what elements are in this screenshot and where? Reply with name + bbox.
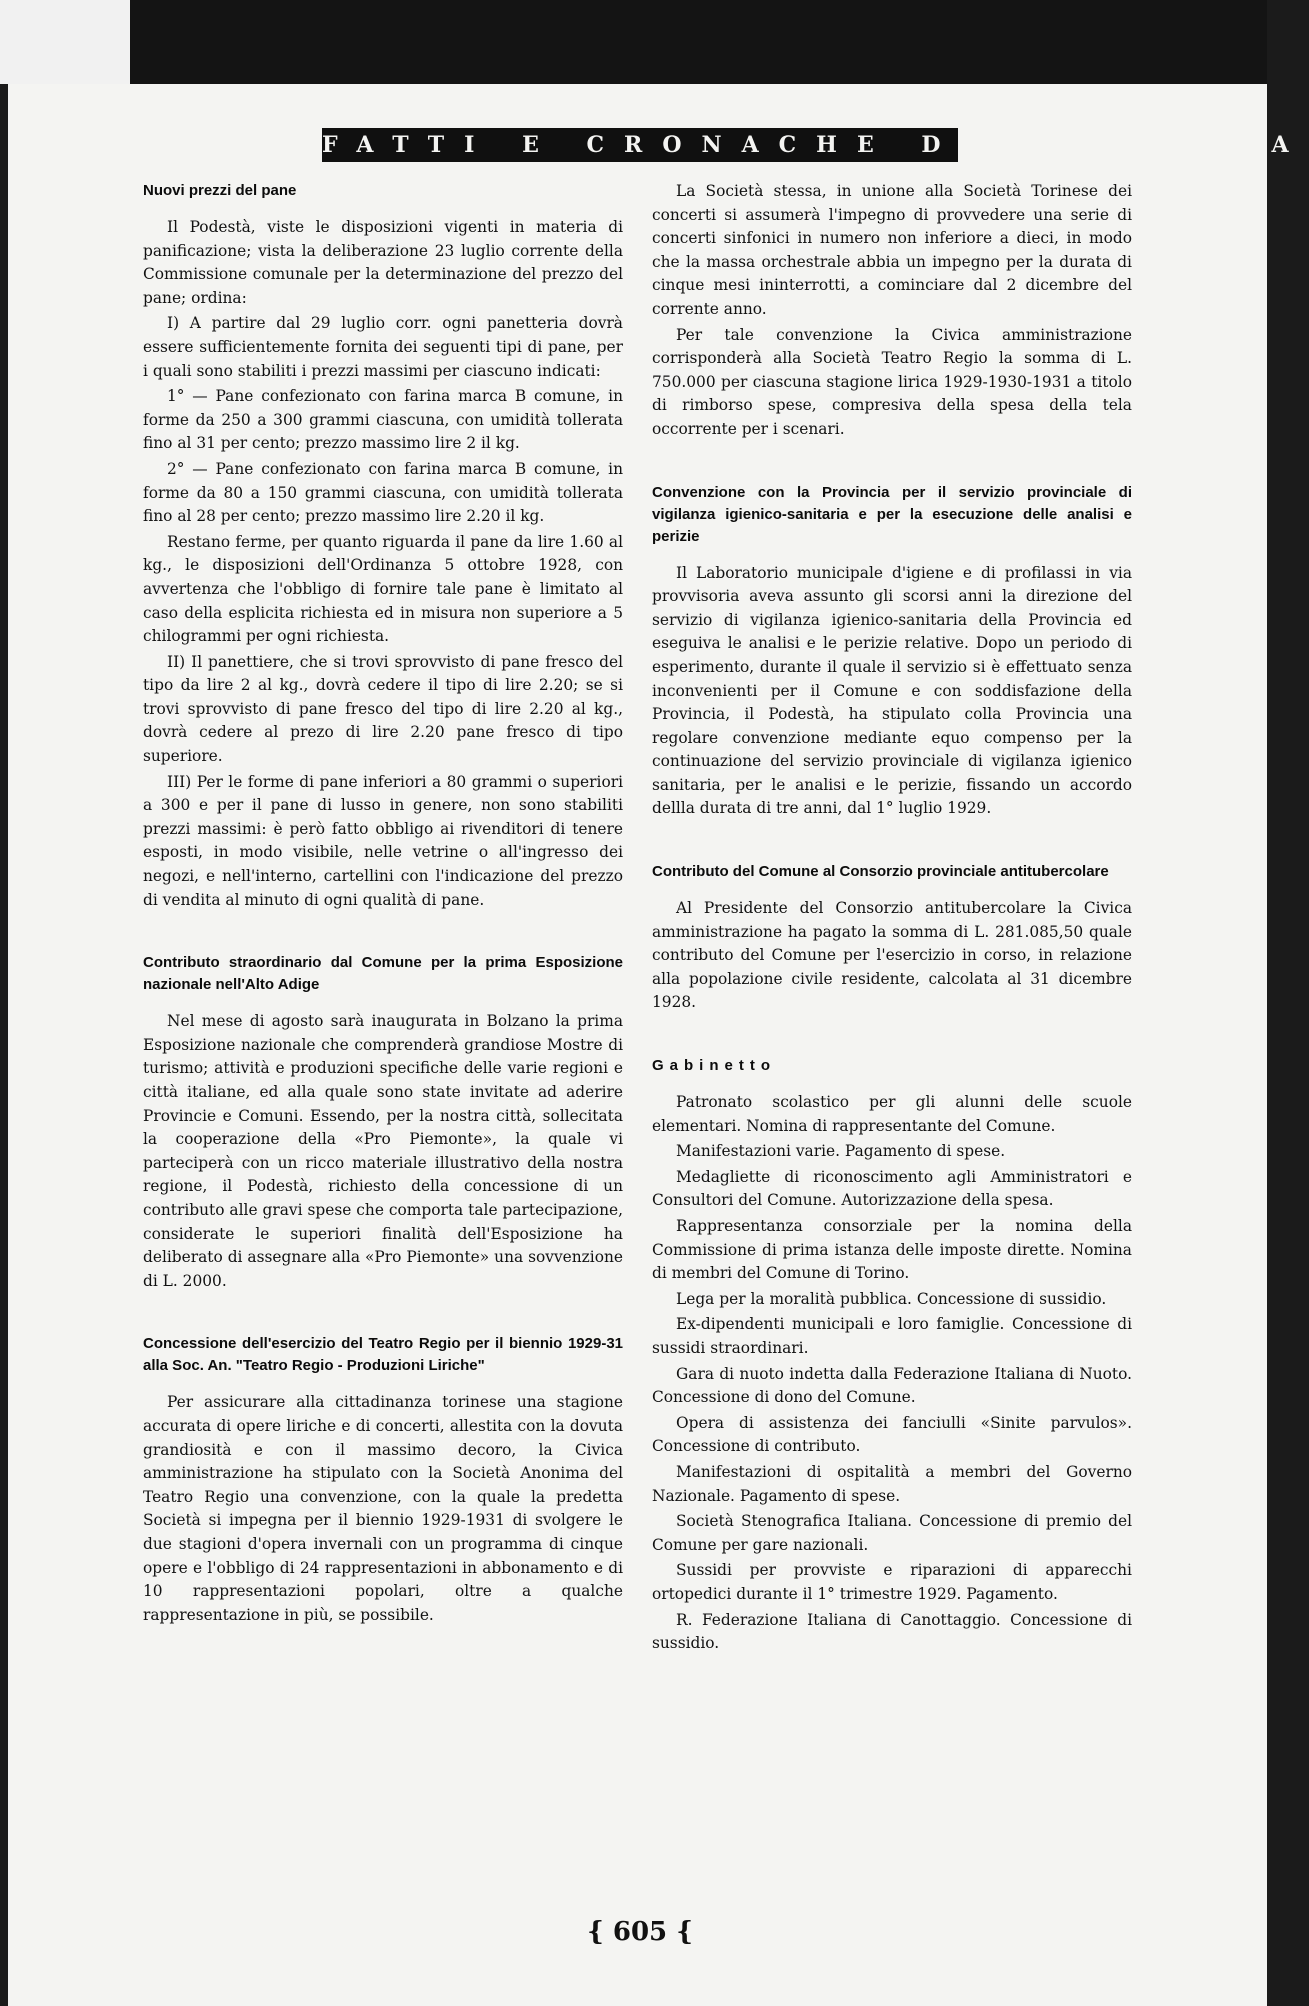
page-number: [560, 1917, 720, 1947]
section-title-teatro-regio: Concessione dell'esercizio del Teatro Regio per il biennio 1929-31 alla Soc. An. "Teatro Regio - Produzioni Liriche": [143, 1335, 623, 1375]
paragraph: Il Laboratorio municipale d'igiene e di profilassi in via provvisoria aveva assunto gli scorsi anni la direzione del servizio di vigilanza igienico-sanitaria della Provincia ed eseguiva le analisi e le perizie relative. Dopo un periodo di esperimento, durante il quale il servizio si è effettuato senza inconvenienti per il Comune e con soddisfazione della Provincia, il Podestà, ha stipulato colla Provincia una regolare convenzione mediante equo compenso per la continuazione del servizio provinciale di vigilanza igienico sanitaria, per le analisi e le perizie, fissando un accordo dellla durata di tre anni, dal 1° luglio 1929.: [652, 563, 1132, 818]
list-item: Opera di assistenza dei fanciulli «Sinite parvulos». Concessione di contributo.: [652, 1413, 1132, 1456]
section-title-provincial-hygiene: Convenzione con la Provincia per il servizio provinciale di vigilanza igienico-sanitaria e per la esecuzione delle analisi e perizie: [652, 483, 1132, 545]
list-item: Società Stenografica Italiana. Concessione di premio del Comune per gare nazionali.: [652, 1512, 1132, 1554]
paragraph: Restano ferme, per quanto riguarda il pane da lire 1.60 al kg., le disposizioni dell'Ordinanza 5 ottobre 1928, con avvertenza che l'obbligo di fornire tale pane è limitato al caso della esplicita richiesta ed in misura non superiore a 5 chilogrammi per ogni richiesta.: [143, 532, 623, 646]
paragraph: I) A partire dal 29 luglio corr. ogni panetteria dovrà essere sufficientemente fornita dei seguenti tipi di pane, per i quali sono stabiliti i prezzi massimi per ciascuno indicati:: [143, 314, 623, 380]
left-column: [143, 180, 623, 1629]
section-title-bread-prices: Nuovi prezzi del pane: [143, 182, 297, 199]
list-item: Gara di nuoto indetta dalla Federazione Italiana di Nuoto. Concessione di dono del Comune.: [652, 1364, 1132, 1407]
paragraph: Nel mese di agosto sarà inaugurata in Bolzano la prima Esposizione nazionale che comprenderà grandiose Mostre di turismo; attività e produzioni specifiche delle varie regioni e città italiane, ed alla quale sono state invitate ad aderire Provincie e Comuni. Essendo, per la nostra città, sollecitata la cooperazione della «Pro Piemonte», la quale vi parteciperà con un ricco materiale illustrativo della nostra regione, il Podestà, richiesto della concessione di un contributo alle gravi spese che comporta tale partecipazione, considerate le superiori finalità dell'Esposizione ha deliberato di assegnare alla «Pro Piemonte» una sovvenzione di L. 2000.: [143, 1012, 623, 1290]
list-item: Sussidi per provviste e riparazioni di apparecchi ortopedici durante il 1° trimestre 1929. Pagamento.: [652, 1561, 1132, 1603]
right-column: [652, 180, 1132, 1658]
section-title-alto-adige-exposition: Contributo straordinario dal Comune per la prima Esposizione nazionale nell'Alto Adige: [143, 954, 623, 994]
section-title-gabinetto: Gabinetto: [652, 1057, 776, 1075]
list-item: Rappresentanza consorziale per la nomina della Commissione di prima istanza delle imposte dirette. Nomina di membri del Comune di Torino.: [652, 1217, 1132, 1283]
list-item: R. Federazione Italiana di Canottaggio. Concessione di sussidio.: [652, 1610, 1132, 1653]
paragraph: Per assicurare alla cittadinanza torinese una stagione accurata di opere liriche e di concerti, allestita con la dovuta grandiosità e con il massimo decoro, la Civica amministrazione ha stipulato con la Società Anonima del Teatro Regio una convenzione, con la quale la predetta Società si impegna per il biennio 1929-1931 di svolgere le due stagioni d'opera invernali con un programma di cinque opere e l'obbligo di 24 rappresentazioni in abbonamento e di 10 rappresentazioni popolari, oltre a qualche rappresentazione in più, se possibile.: [143, 1393, 623, 1624]
scan-border: [0, 0, 1267, 84]
section-title-antitubercular: Contributo del Comune al Consorzio provinciale antitubercolare: [652, 863, 1109, 881]
list-item: Medagliette di riconoscimento agli Amministratori e Consultori del Comune. Autorizzazione della spesa.: [652, 1167, 1132, 1210]
scan-border-light-patch: [0, 0, 130, 84]
list-item: Manifestazioni varie. Pagamento di spese.: [676, 1142, 1006, 1161]
paragraph: II) Il panettiere, che si trovi sprovvisto di pane fresco del tipo da lire 2 al kg., dovrà cedere il tipo di lire 2.20; se si trovi sprovvisto di pane fresco del tipo di lire 2.20 al kg., dovrà cedere al prezo di lire 2.20 pane fresco di tipo superiore.: [143, 652, 623, 766]
running-header: FATTI E CRONACHE DELLA CITTA: [322, 128, 958, 162]
paragraph: Al Presidente del Consorzio antitubercolare la Civica amministrazione ha pagato la somma di L. 281.085,50 quale contributo del Comune per l'esercizio in corso, in relazione alla popolazione civile residente, calcolata al 31 dicembre 1928.: [652, 899, 1132, 1012]
paragraph: Il Podestà, viste le disposizioni vigenti in materia di panificazione; vista la deliberazione 23 luglio corrente della Commissione comunale per la determinazione del prezzo del pane; ordina:: [143, 218, 623, 307]
page-number-value: 605: [612, 1917, 668, 1947]
list-item: Manifestazioni di ospitalità a membri del Governo Nazionale. Pagamento di spese.: [652, 1462, 1132, 1505]
list-item: Patronato scolastico per gli alunni delle scuole elementari. Nomina di rappresentante del Comune.: [652, 1093, 1132, 1135]
list-item: Lega per la moralità pubblica. Concessione di sussidio.: [676, 1289, 1107, 1308]
folio-bracket-right: {: [667, 1917, 693, 1947]
paragraph: III) Per le forme di pane inferiori a 80 grammi o superiori a 300 e per il pane di lusso in genere, non sono stabiliti prezzi massimi: è però fatto obbligo ai rivenditori di tenere esposti, in modo visibile, nelle vetrine o all'ingresso dei negozi, e nell'interno, cartellini con l'indicazione del prezzo di vendita al minuto di ogni qualità di pane.: [143, 772, 623, 909]
paragraph: La Società stessa, in unione alla Società Torinese dei concerti si assumerà l'impegno di provvedere una serie di concerti sinfonici in numero non inferiore a dieci, in modo che la massa orchestrale abbia un impegno per la durata di cinque mesi ininterrotti, a cominciare dal 2 dicembre del corrente anno.: [652, 182, 1132, 318]
list-item: Ex-dipendenti municipali e loro famiglie. Concessione di sussidi straordinari.: [652, 1315, 1132, 1357]
paragraph: Per tale convenzione la Civica amministrazione corrisponderà alla Società Teatro Regio la somma di L. 750.000 per ciascuna stagione lirica 1929-1930-1931 a titolo di rimborso spese, compresiva della spesa della tela occorrente per i scenari.: [652, 325, 1132, 438]
paragraph: 1° — Pane confezionato con farina marca B comune, in forme da 250 a 300 grammi ciascuna, con umidità tollerata fino al 31 per cento; prezzo massimo lire 2 il kg.: [143, 387, 623, 453]
paragraph: 2° — Pane confezionato con farina marca B comune, in forme da 80 a 150 grammi ciascuna, con umidità tollerata fino al 28 per cento; prezzo massimo lire 2.20 il kg.: [143, 459, 623, 526]
folio-bracket-left: {: [587, 1917, 613, 1947]
